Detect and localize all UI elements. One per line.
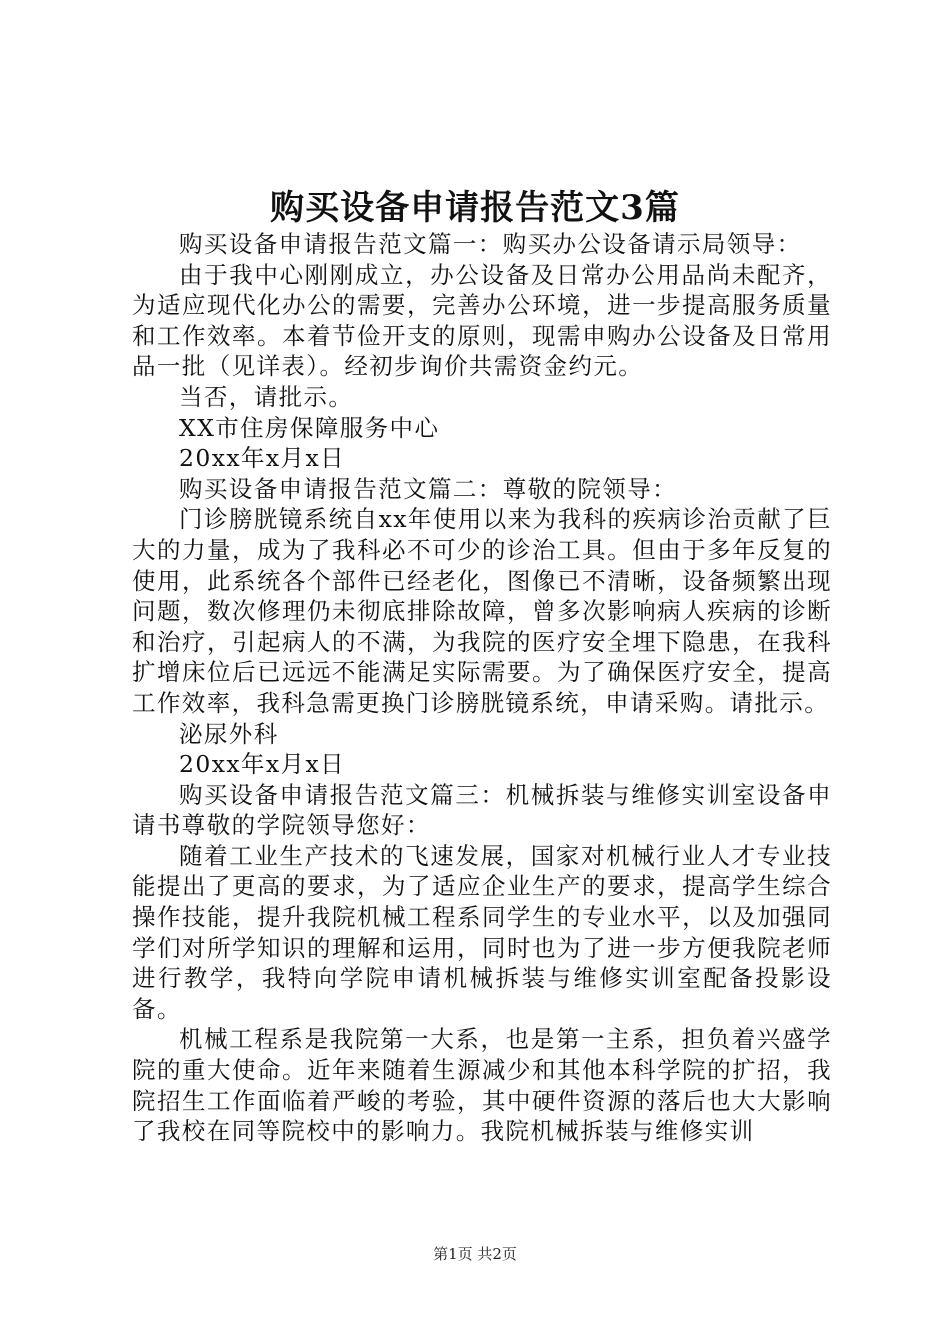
signature-organization: XX市住房保障服务中心 [179,413,440,442]
section-two-heading: 购买设备申请报告范文篇二：尊敬的院领导： [179,474,677,503]
section-one-heading: 购买设备申请报告范文篇一：购买办公设备请示局领导： [179,230,802,258]
approval-request: 当否，请批示。 [179,382,354,411]
section-two-paragraph: 门诊膀胱镜系统自xx年使用以来为我科的疾病诊治贡献了巨大的力量，成为了我科必不可少的诊治工具。但由于多年反复的使用，此系统各个部件已经老化，图像已不清晰，设备频繁出现问题，数次修理仍未彻底排除故障，曾多次影响病人疾病的诊断和治疗，引起病人的不满，为我院的医疗安全埋下隐患，在我科扩增床位后已远远不能满足实际需要。为了确保医疗安全，提高工作效率，我科急需更换门诊膀胱镜系统，申请采购。请批示。 [132,505,832,717]
signature-department: 泌尿外科 [179,719,279,748]
page-number: 第1页 共2页 [433,1245,517,1263]
document-body [132,229,832,1147]
document-title: 购买设备申请报告范文3篇 [270,188,680,228]
section-three-heading: 购买设备申请报告范文篇三：机械拆装与维修实训室设备申请书尊敬的学院领导您好： [132,780,832,840]
section-three-paragraph: 随着工业生产技术的飞速发展，国家对机械行业人才专业技能提出了更高的要求，为了适应企业生产的要求，提高学生综合操作技能，提升我院机械工程系同学生的专业水平，以及加强同学们对所学知识的理解和运用，同时也为了进一步方便我院老师进行教学，我特向学院申请机械拆装与维修实训室配备投影设备。 [132,841,832,1023]
signature-date: 20xx年x月x日 [179,444,346,473]
section-three-paragraph: 机械工程系是我院第一大系，也是第一主系，担负着兴盛学院的重大使命。近年来随着生源减少和其他本科学院的扩招，我院招生工作面临着严峻的考验，其中硬件资源的落后也大大影响了我校在同等院校中的影响力。我院机械拆装与维修实训 [132,1025,832,1146]
signature-date: 20xx年x月x日 [179,750,346,779]
section-one-paragraph: 由于我中心刚刚成立，办公设备及日常办公用品尚未配齐，为适应现代化办公的需要，完善办公环境，进一步提高服务质量和工作效率。本着节俭开支的原则，现需申购办公设备及日常用品一批（见详表）。经初步询价共需资金约元。 [132,260,832,381]
